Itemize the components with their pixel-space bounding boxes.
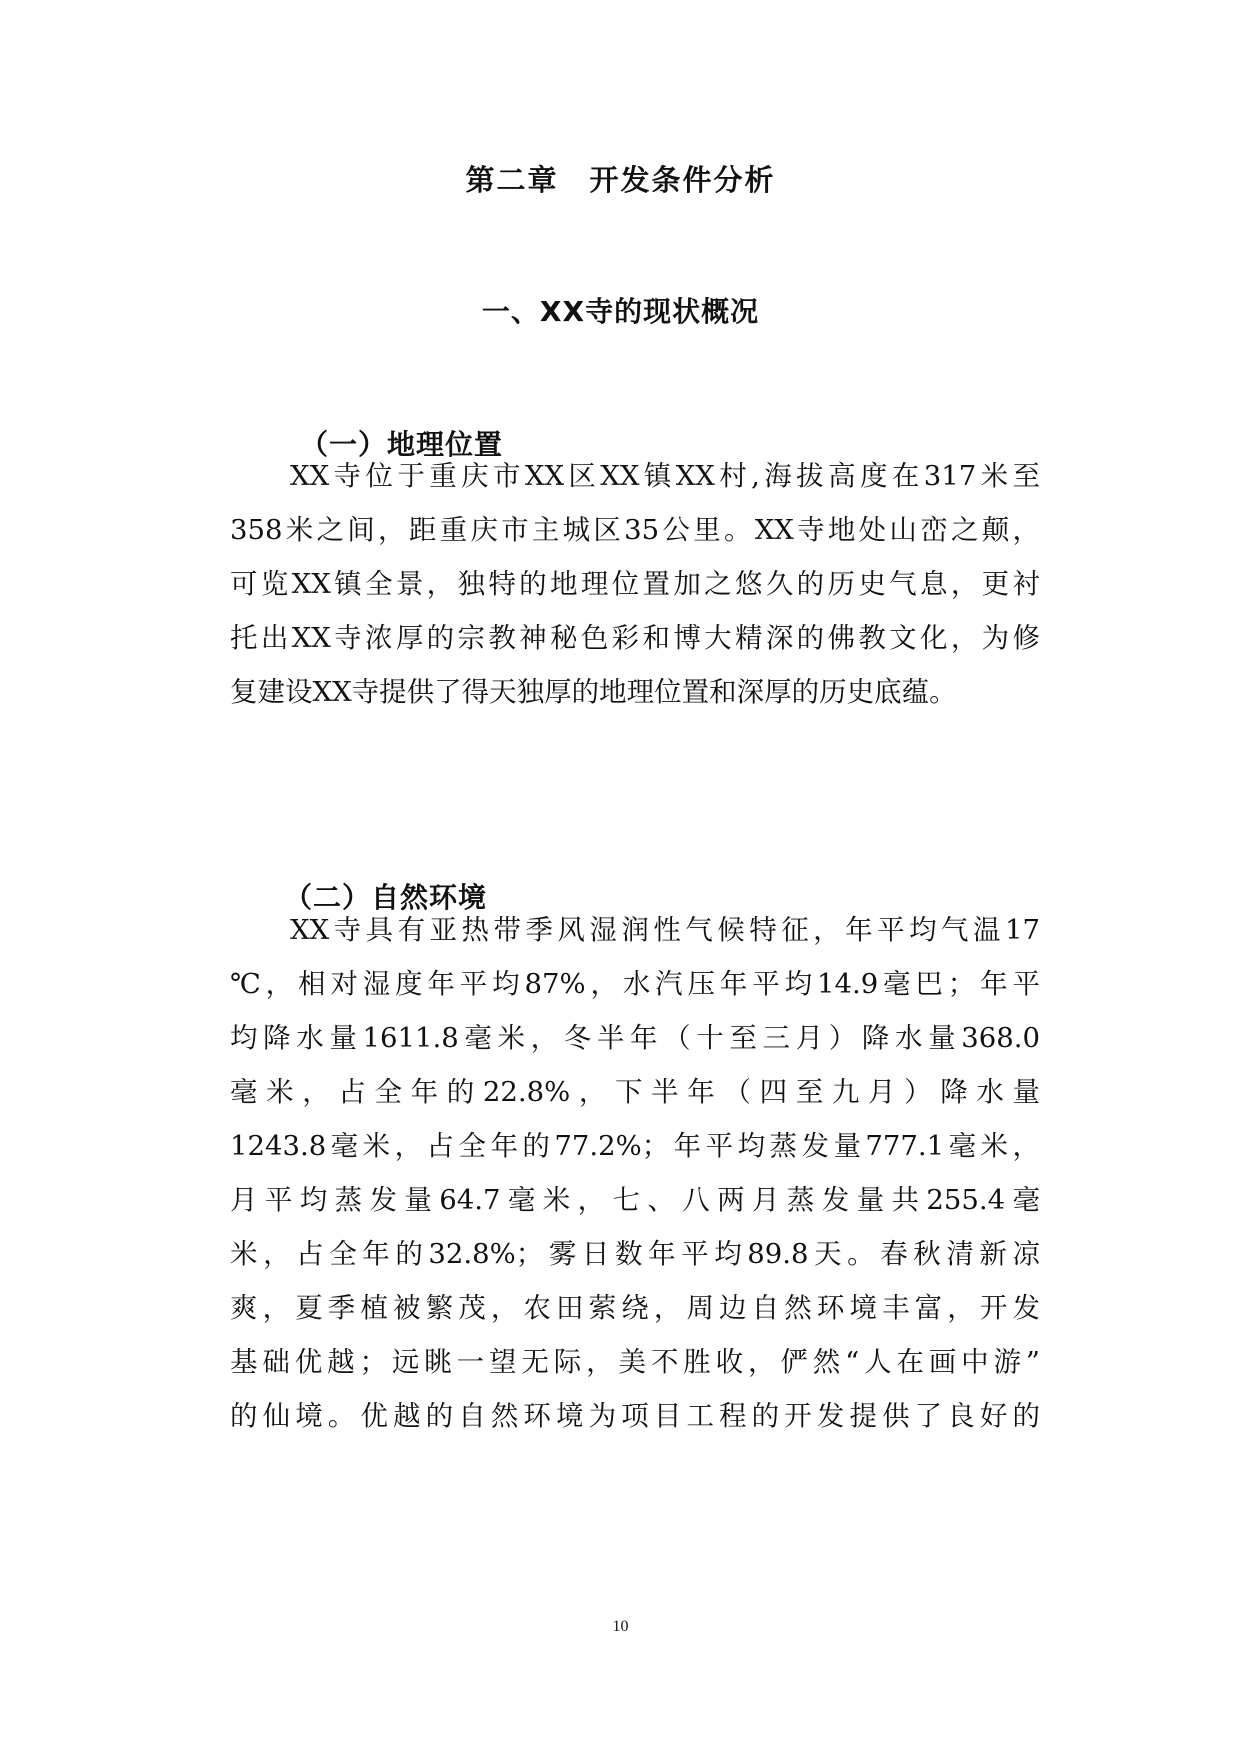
paragraph-line: XX寺具有亚热带季风湿润性气候特征，年平均气温17	[290, 914, 1040, 946]
paragraph-line: 均降水量1611.8毫米，冬半年（十至三月）降水量368.0	[230, 1022, 1040, 1054]
paragraph-line: 358米之间，距重庆市主城区35公里。XX寺地处山峦之颠，	[230, 514, 1040, 546]
paragraph-line: ℃，相对湿度年平均87%，水汽压年平均14.9毫巴；年平	[230, 968, 1040, 1000]
chapter-title: 第二章 开发条件分析	[465, 163, 776, 197]
paragraph-line: 1243.8毫米，占全年的77.2%；年平均蒸发量777.1毫米，	[230, 1130, 1040, 1162]
page-number: 10	[612, 1618, 629, 1635]
paragraph-line: 月平均蒸发量64.7毫米，七、八两月蒸发量共255.4毫	[230, 1184, 1040, 1216]
paragraph-line: XX寺位于重庆市XX区XX镇XX村,海拔高度在317米至	[290, 460, 1040, 492]
subsection-heading-environment: （二）自然环境	[284, 881, 488, 914]
paragraph-line: 米，占全年的32.8%；雾日数年平均89.8天。春秋清新凉	[230, 1238, 1040, 1270]
paragraph-line: 可览XX镇全景，独特的地理位置加之悠久的历史气息，更衬	[230, 568, 1040, 600]
paragraph-line: 复建设XX寺提供了得天独厚的地理位置和深厚的历史底蕴。	[230, 676, 957, 708]
paragraph-line: 的仙境。优越的自然环境为项目工程的开发提供了良好的	[230, 1400, 1040, 1432]
section-title: 一、XX寺的现状概况	[481, 295, 760, 328]
paragraph-line: 托出XX寺浓厚的宗教神秘色彩和博大精深的佛教文化，为修	[230, 622, 1040, 654]
paragraph-line: 基础优越；远眺一望无际，美不胜收，俨然“人在画中游”	[230, 1346, 1040, 1378]
paragraph-line: 爽，夏季植被繁茂，农田萦绕，周边自然环境丰富，开发	[230, 1292, 1040, 1324]
paragraph-line: 毫米，占全年的22.8%，下半年（四至九月）降水量	[230, 1076, 1040, 1108]
subsection-heading-location: （一）地理位置	[300, 428, 504, 461]
